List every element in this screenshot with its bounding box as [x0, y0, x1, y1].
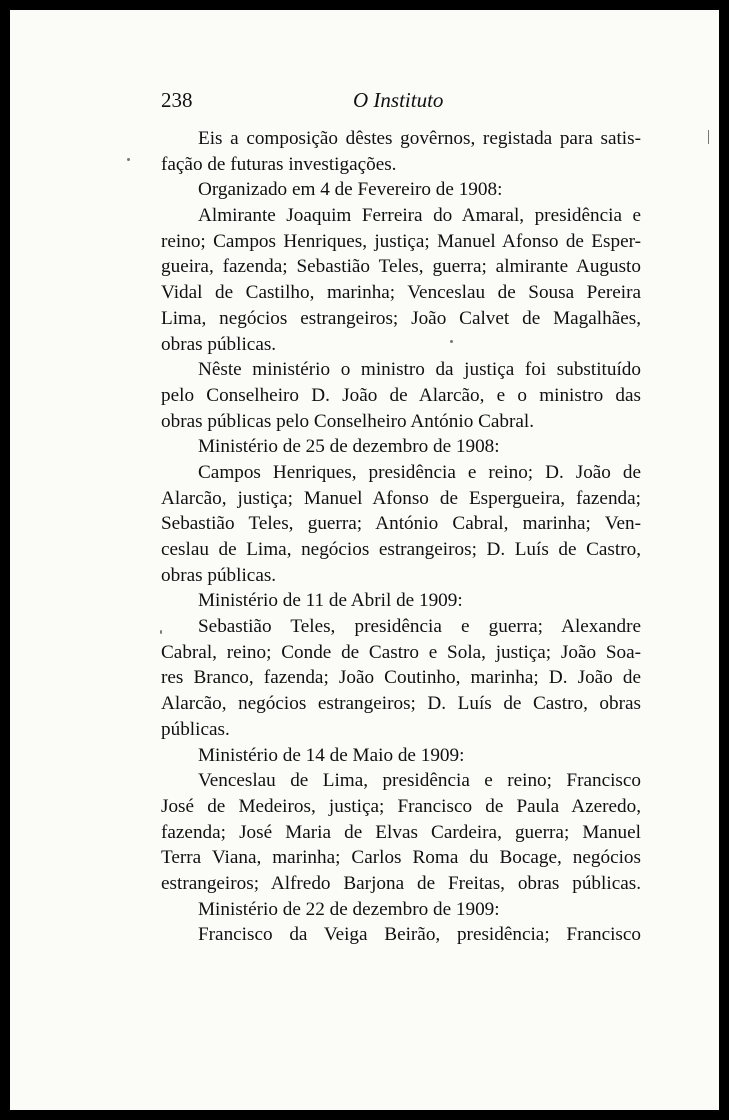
- text-line: Sebastião Teles, guerra; António Cabral, marinha; Ven-: [161, 513, 641, 535]
- text-line: estrangeiros; Alfredo Barjona de Freitas, obras públicas.: [161, 872, 641, 894]
- text-line: Ministério de 22 de dezembro de 1909:: [198, 898, 500, 920]
- text-line: obras públicas.: [161, 333, 277, 355]
- book-page: [10, 10, 719, 1110]
- page-header: [161, 80, 641, 120]
- text-line: Alarcão, negócios estrangeiros; D. Luís de Castro, obras: [161, 693, 641, 715]
- text-line: obras públicas.: [161, 564, 277, 586]
- text-line: fação de futuras investigações.: [161, 153, 397, 175]
- running-title: O Instituto: [353, 88, 444, 112]
- text-line: Vidal de Castilho, marinha; Venceslau de Sousa Pereira: [161, 282, 641, 304]
- text-line: Terra Viana, marinha; Carlos Roma du Bocage, negócios: [161, 847, 641, 869]
- text-line: res Branco, fazenda; João Coutinho, marinha; D. João de: [161, 667, 641, 689]
- scan-speck: [450, 340, 453, 343]
- scan-speck: [708, 130, 709, 144]
- page-number: 238: [161, 88, 193, 112]
- text-line: Francisco da Veiga Beirão, presidência; Francisco: [198, 924, 641, 946]
- text-line: pelo Conselheiro D. João de Alarcão, e o ministro das: [161, 384, 641, 406]
- text-line: ceslau de Lima, negócios estrangeiros; D. Luís de Castro,: [161, 539, 641, 560]
- text-line: José de Medeiros, justiça; Francisco de Paula Azeredo,: [161, 795, 641, 817]
- text-line: Campos Henriques, presidência e reino; D. João de: [198, 461, 641, 483]
- text-line: Nêste ministério o ministro da justiça foi substituído: [198, 359, 641, 381]
- text-line: reino; Campos Henriques, justiça; Manuel Afonso de Esper-: [161, 230, 641, 252]
- text-line: gueira, fazenda; Sebastião Teles, guerra; almirante Augusto: [161, 256, 641, 278]
- text-line: Ministério de 11 de Abril de 1909:: [198, 590, 463, 612]
- text-line: obras públicas pelo Conselheiro António Cabral.: [161, 410, 535, 432]
- text-line: Ministério de 14 de Maio de 1909:: [198, 744, 465, 766]
- text-line: Lima, negócios estrangeiros; João Calvet de Magalhães,: [161, 307, 641, 329]
- text-line: Alarcão, justiça; Manuel Afonso de Espergueira, fazenda;: [161, 487, 641, 509]
- text-line: Organizado em 4 de Fevereiro de 1908:: [198, 179, 503, 201]
- body-text: [161, 126, 641, 948]
- text-line: Venceslau de Lima, presidência e reino; Francisco: [198, 770, 641, 792]
- text-line: Almirante Joaquim Ferreira do Amaral, presidência e: [198, 205, 641, 227]
- text-line: fazenda; José Maria de Elvas Cardeira, guerra; Manuel: [161, 821, 641, 843]
- text-line: Sebastião Teles, presidência e guerra; Alexandre: [198, 616, 641, 638]
- text-line: Ministério de 25 de dezembro de 1908:: [198, 436, 500, 458]
- scan-speck: [127, 158, 130, 161]
- text-line: Eis a composição dêstes govêrnos, registada para satis-: [198, 128, 641, 149]
- scan-speck: [160, 630, 162, 634]
- text-line: públicas.: [161, 718, 230, 740]
- text-line: Cabral, reino; Conde de Castro e Sola, justiça; João Soa-: [161, 641, 641, 663]
